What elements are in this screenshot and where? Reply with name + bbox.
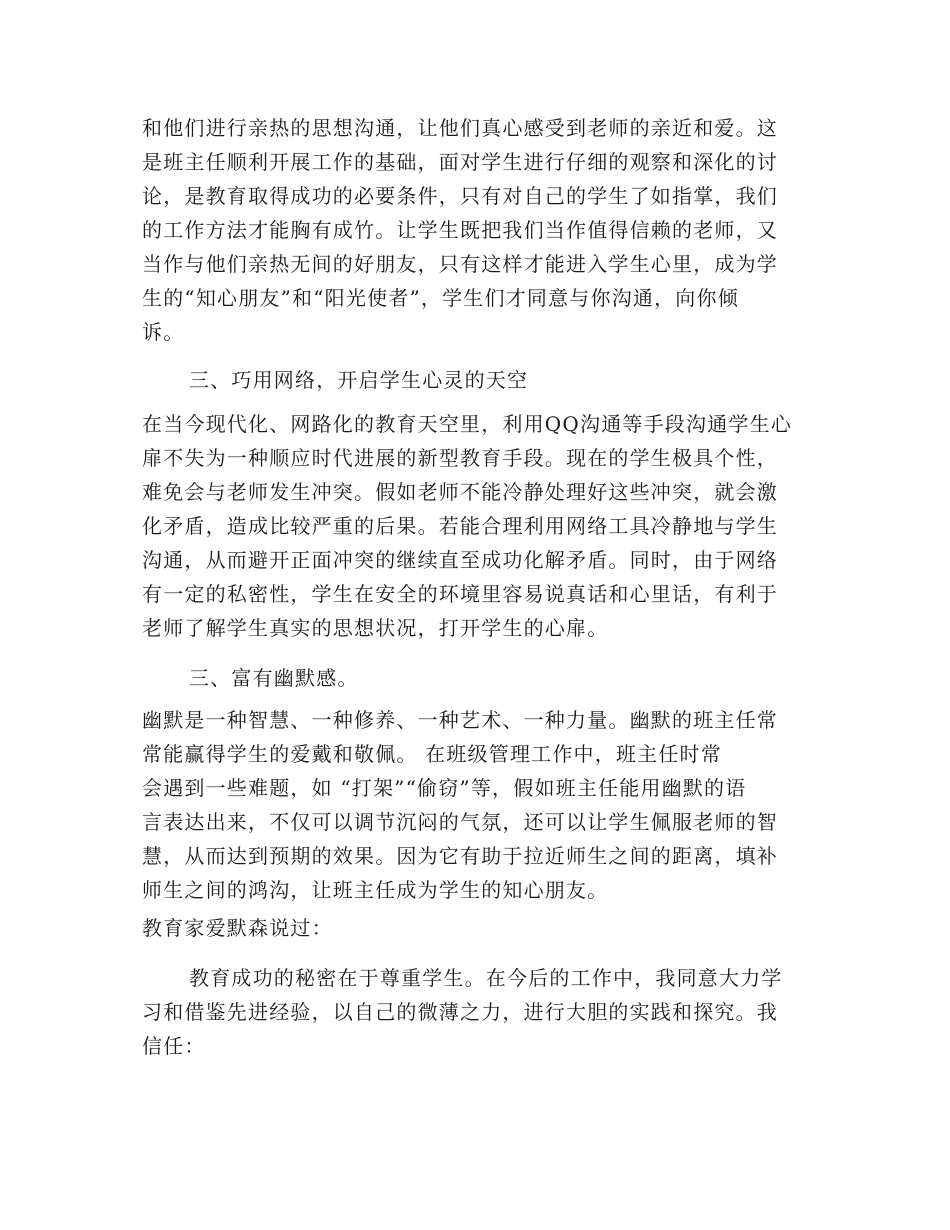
text-line: 有一定的私密性，学生在安全的环境里容易说真话和心里话，有利于 bbox=[142, 582, 778, 606]
text-line: 信任： bbox=[142, 1034, 206, 1058]
text-line: 习和借鉴先进经验，以自己的微薄之力，进行大胆的实践和探究。我 bbox=[142, 1000, 778, 1024]
section-heading: 三、富有幽默感。 bbox=[189, 666, 359, 690]
section-heading: 三、巧用网络，开启学生心灵的天空 bbox=[189, 368, 529, 392]
text-line: 扉不失为一种顺应时代进展的新型教育手段。现在的学生极具个性， bbox=[142, 446, 778, 470]
text-line: 是班主任顺利开展工作的基础，面对学生进行仔细的观察和深化的讨 bbox=[142, 150, 778, 174]
text-line: 生的“知心朋友”和“阳光使者”，学生们才同意与你沟通，向你倾 bbox=[142, 286, 739, 310]
text-line: 常能赢得学生的爱戴和敬佩。 在班级管理工作中，班主任时常 bbox=[142, 742, 722, 766]
text-line: 言表达出来，不仅可以调节沉闷的气氛，还可以让学生佩服老师的智 bbox=[142, 810, 778, 834]
text-line: 沟通，从而避开正面冲突的继续直至成功化解矛盾。同时，由于网络 bbox=[142, 548, 778, 572]
text-line: 的工作方法才能胸有成竹。让学生既把我们当作值得信赖的老师，又 bbox=[142, 218, 778, 242]
text-line: 教育成功的秘密在于尊重学生。在今后的工作中，我同意大力学 bbox=[189, 966, 783, 990]
text-line: 诉。 bbox=[142, 320, 185, 344]
text-line: 老师了解学生真实的思想状况，打开学生的心扉。 bbox=[142, 616, 609, 640]
text-line: 幽默是一种智慧、一种修养、一种艺术、一种力量。幽默的班主任常 bbox=[142, 708, 778, 732]
text-line: 教育家爱默森说过： bbox=[142, 916, 333, 940]
text-line: 慧，从而达到预期的效果。因为它有助于拉近师生之间的距离，填补 bbox=[142, 844, 778, 868]
text-line: 会遇到一些难题，如 “打架”“偷窃”等，假如班主任能用幽默的语 bbox=[142, 776, 747, 800]
text-line: 师生之间的鸿沟，让班主任成为学生的知心朋友。 bbox=[142, 878, 609, 902]
text-line: 难免会与老师发生冲突。假如老师不能冷静处理好这些冲突，就会激 bbox=[142, 480, 778, 504]
text-line: 论，是教育取得成功的必要条件，只有对自己的学生了如指掌，我们 bbox=[142, 184, 778, 208]
text-line: 化矛盾，造成比较严重的后果。若能合理利用网络工具冷静地与学生 bbox=[142, 514, 778, 538]
text-line: 当作与他们亲热无间的好朋友，只有这样才能进入学生心里，成为学 bbox=[142, 252, 778, 276]
text-line: 和他们进行亲热的思想沟通，让他们真心感受到老师的亲近和爱。这 bbox=[142, 116, 778, 140]
text-line: 在当今现代化、网路化的教育天空里，利用QQ沟通等手段沟通学生心 bbox=[142, 412, 792, 436]
